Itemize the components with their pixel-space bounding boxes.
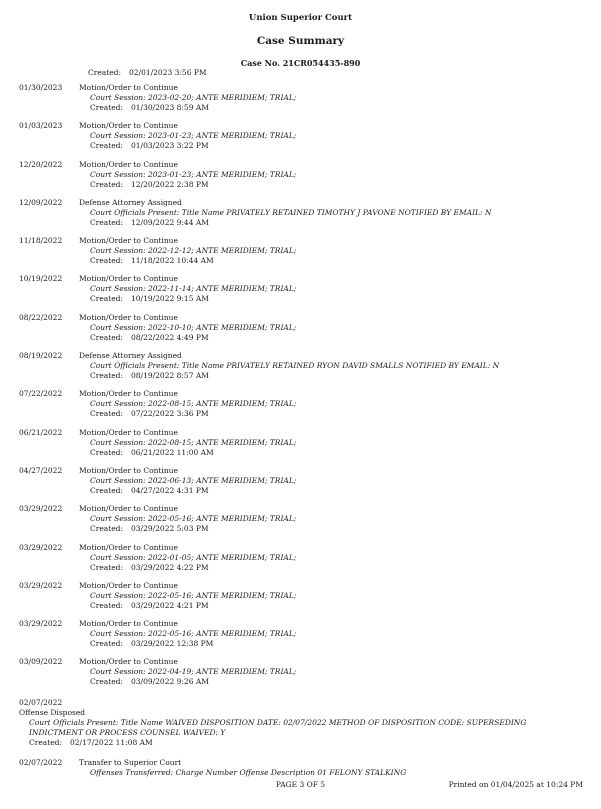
- event-date: 06/21/2022: [19, 427, 63, 437]
- event-title: Motion/Order to Continue: [79, 542, 178, 552]
- event-entry: [0, 121, 601, 159]
- event-title: Motion/Order to Continue: [79, 657, 178, 667]
- event-title: Motion/Order to Continue: [79, 389, 178, 399]
- event-created: [90, 141, 209, 151]
- created-value: 08/22/2022 4:49 PM: [131, 332, 209, 342]
- event-date: 03/29/2022: [19, 504, 63, 514]
- event-detail: Court Session: 2022-04-19; ANTE MERIDIEM; TRIAL;: [90, 667, 297, 677]
- event-title: Motion/Order to Continue: [79, 274, 178, 284]
- event-entry: [0, 313, 601, 351]
- event-entry: [0, 236, 601, 274]
- event-date: 03/29/2022: [19, 619, 63, 629]
- event-detail: Court Session: 2022-08-15; ANTE MERIDIEM; TRIAL;: [90, 437, 297, 447]
- event-title: Motion/Order to Continue: [79, 504, 178, 514]
- event-detail: Court Session: 2023-02-20; ANTE MERIDIEM; TRIAL;: [90, 93, 297, 102]
- event-entry: [0, 160, 601, 198]
- event-created: [90, 409, 209, 419]
- event-created: [90, 448, 214, 458]
- event-date: 10/19/2022: [19, 274, 63, 284]
- event-title: Offense Disposed: [19, 708, 86, 717]
- event-title: Motion/Order to Continue: [79, 236, 178, 246]
- event-title: Transfer to Superior Court: [79, 758, 182, 767]
- created-label: Created:: [90, 141, 124, 151]
- event-title: Motion/Order to Continue: [79, 121, 178, 131]
- event-date: 04/27/2022: [19, 465, 63, 475]
- event-created: [90, 294, 209, 304]
- event-detail: Court Session: 2022-12-12; ANTE MERIDIEM; TRIAL;: [90, 246, 297, 256]
- created-label: Created:: [90, 524, 124, 534]
- created-value: 07/22/2022 3:36 PM: [131, 409, 209, 419]
- created-label: Created:: [90, 447, 124, 457]
- event-entry: [0, 619, 601, 657]
- created-label: Created:: [90, 639, 124, 649]
- event-created: [90, 639, 213, 649]
- created-label: Created:: [29, 738, 63, 747]
- event-title: Motion/Order to Continue: [79, 427, 178, 437]
- page-title: Case Summary: [256, 35, 345, 47]
- event-detail: Court Session: 2023-01-23; ANTE MERIDIEM; TRIAL;: [90, 169, 297, 179]
- created-label: Created:: [90, 409, 124, 419]
- created-label: Created:: [90, 217, 124, 227]
- event-title: Motion/Order to Continue: [79, 465, 178, 475]
- created-value: 03/29/2022 12:38 PM: [131, 639, 214, 649]
- event-entry: [0, 389, 601, 427]
- event-date: 01/30/2023: [19, 83, 63, 92]
- created-value: 10/19/2022 9:15 AM: [131, 294, 209, 304]
- event-title: Defense Attorney Assigned: [79, 197, 182, 207]
- created-label: Created:: [90, 600, 124, 610]
- event-detail: Offenses Transferred: Charge Number Offense Description 01 FELONY STALKING: [90, 768, 407, 777]
- created-label: Created:: [90, 677, 124, 687]
- event-title: Motion/Order to Continue: [79, 580, 178, 590]
- event-detail: Court Session: 2022-10-10; ANTE MERIDIEM; TRIAL;: [90, 322, 297, 332]
- event-created: [90, 256, 214, 266]
- event-detail: Court Session: 2023-01-23; ANTE MERIDIEM; TRIAL;: [90, 131, 297, 141]
- event-detail: Court Session: 2022-06-13; ANTE MERIDIEM; TRIAL;: [90, 475, 297, 485]
- event-created: [90, 180, 209, 190]
- event-detail: Court Session: 2022-08-15; ANTE MERIDIEM; TRIAL;: [90, 399, 297, 409]
- event-list: [0, 83, 601, 696]
- created-value: 08/19/2022 8:57 AM: [131, 371, 209, 381]
- event-created: [90, 103, 209, 113]
- event-entry: [0, 543, 601, 581]
- event-title: Motion/Order to Continue: [79, 312, 178, 322]
- event-created: [90, 218, 209, 228]
- created-label: Created:: [90, 332, 124, 342]
- event-detail: Court Officials Present: Title Name WAIVED DISPOSITION DATE: 02/07/2022 METHOD OF DISPOSITION CODE: SUPERSEDING INDICTMENT OR PROCESS COUNSEL WAIVED: Y: [29, 718, 527, 737]
- created-label: Created:: [90, 371, 124, 381]
- event-created: [90, 601, 209, 611]
- event-created: [90, 333, 209, 343]
- event-date: 02/07/2022: [19, 758, 63, 767]
- event-entry: [0, 657, 601, 695]
- event-entry: [0, 504, 601, 542]
- event-created: [90, 563, 209, 573]
- created-value: 02/17/2022 11:08 AM: [70, 738, 153, 747]
- created-label: Created:: [90, 103, 124, 112]
- created-value: 02/01/2023 3:56 PM: [129, 68, 207, 77]
- event-title: Motion/Order to Continue: [79, 159, 178, 169]
- event-date: 07/22/2022: [19, 389, 63, 399]
- event-title: Motion/Order to Continue: [79, 83, 178, 92]
- created-label: Created:: [88, 68, 122, 77]
- event-detail: Court Session: 2022-11-14; ANTE MERIDIEM; TRIAL;: [90, 284, 297, 294]
- created-value: 06/21/2022 11:00 AM: [131, 447, 214, 457]
- event-date: 12/09/2022: [19, 197, 63, 207]
- created-label: Created:: [90, 485, 124, 495]
- event-date: 02/07/2022: [19, 698, 63, 707]
- created-value: 12/09/2022 9:44 AM: [131, 217, 209, 227]
- event-entry: [0, 198, 601, 236]
- created-value: 03/09/2022 9:26 AM: [131, 677, 209, 687]
- event-detail: Court Session: 2022-05-16; ANTE MERIDIEM; TRIAL;: [90, 590, 297, 600]
- event-date: 03/29/2022: [19, 580, 63, 590]
- event-entry: [0, 581, 601, 619]
- created-value: 01/30/2023 8:59 AM: [131, 103, 209, 112]
- created-value: 11/18/2022 10:44 AM: [131, 256, 214, 266]
- event-detail: Court Officials Present: Title Name PRIVATELY RETAINED RYON DAVID SMALLS NOTIFIED BY EMAIL: N: [90, 361, 500, 371]
- created-value: 04/27/2022 4:31 PM: [131, 485, 209, 495]
- page-number: PAGE 3 OF 5: [275, 780, 326, 789]
- event-created: [29, 738, 153, 748]
- created-value: 12/20/2022 2:38 PM: [131, 179, 209, 189]
- event-entry: [0, 83, 601, 121]
- event-created: [90, 486, 209, 496]
- event-date: 01/03/2023: [19, 121, 63, 131]
- event-detail: Court Session: 2022-05-16; ANTE MERIDIEM; TRIAL;: [90, 514, 297, 524]
- event-date: 03/29/2022: [19, 542, 63, 552]
- event-date: 03/09/2022: [19, 657, 63, 667]
- created-value: 03/29/2022 5:03 PM: [131, 524, 209, 534]
- created-value: 03/29/2022 4:22 PM: [131, 562, 209, 572]
- event-created: [90, 677, 209, 687]
- event-created: [90, 524, 209, 534]
- event-date: 08/19/2022: [19, 351, 63, 361]
- event-date: 11/18/2022: [19, 236, 63, 246]
- event-title: Motion/Order to Continue: [79, 619, 178, 629]
- event-title: Defense Attorney Assigned: [79, 351, 182, 361]
- created-label: Created:: [90, 256, 124, 266]
- created-label: Created:: [90, 562, 124, 572]
- lead-created-line: [88, 68, 207, 78]
- event-entry: [0, 428, 601, 466]
- created-value: 03/29/2022 4:21 PM: [131, 600, 209, 610]
- created-label: Created:: [90, 179, 124, 189]
- event-detail: Court Session: 2022-01-05; ANTE MERIDIEM; TRIAL;: [90, 552, 297, 562]
- event-date: 08/22/2022: [19, 312, 63, 322]
- created-label: Created:: [90, 294, 124, 304]
- event-detail: Court Officials Present: Title Name PRIVATELY RETAINED TIMOTHY J PAVONE NOTIFIED BY EMAIL: N: [90, 207, 492, 217]
- event-entry: [0, 351, 601, 389]
- event-entry: [0, 466, 601, 504]
- event-date: 12/20/2022: [19, 159, 63, 169]
- event-detail: Court Session: 2022-05-16; ANTE MERIDIEM; TRIAL;: [90, 629, 297, 639]
- created-value: 01/03/2023 3:22 PM: [131, 141, 209, 151]
- printed-timestamp: Printed on 01/04/2025 at 10:24 PM: [448, 780, 583, 789]
- case-number: Case No. 21CR054435-890: [240, 58, 361, 68]
- court-name: Union Superior Court: [248, 13, 353, 23]
- event-entry: [0, 274, 601, 312]
- event-created: [90, 371, 209, 381]
